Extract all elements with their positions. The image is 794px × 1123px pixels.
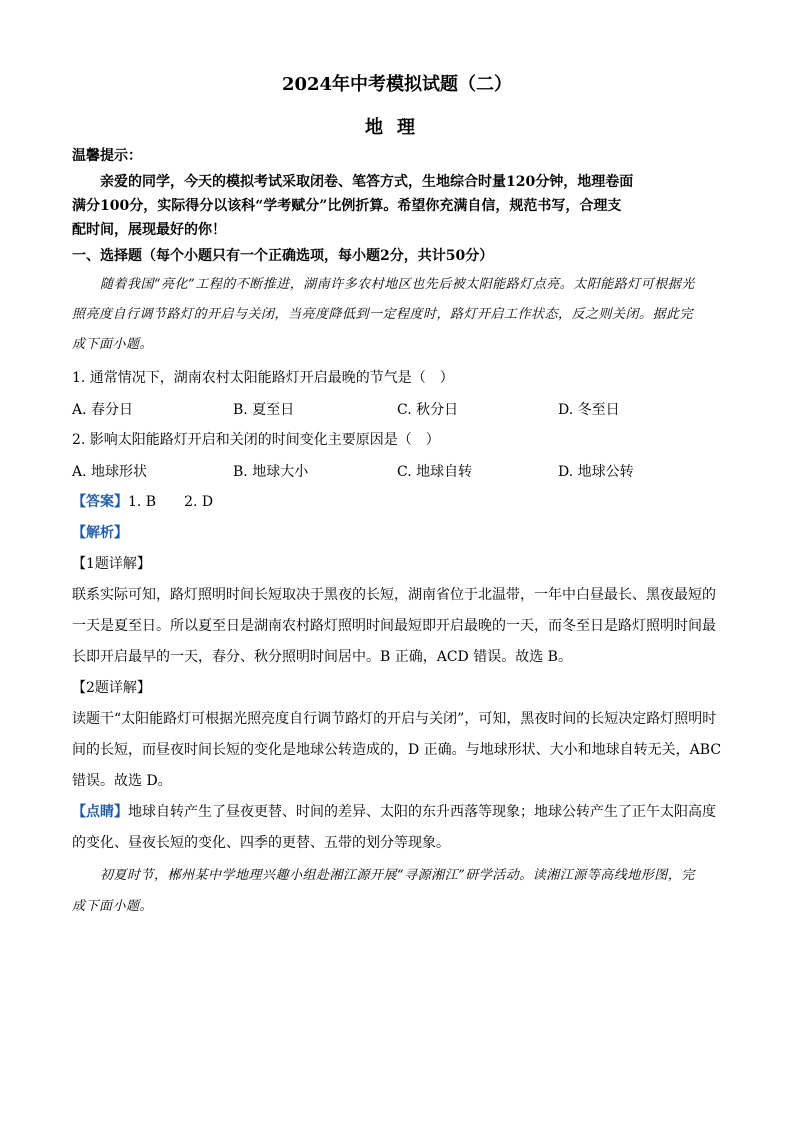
analysis-label: 【解析】 <box>72 525 128 541</box>
notice-line-2: 满分100分，实际得分以该科“学考赋分”比例折算。希望你充满自信，规范书写，合理支 <box>72 198 622 214</box>
q1-option-a: A. 春分日 <box>72 402 134 418</box>
q2-detail-line-2: 间的长短，而昼夜时间长短的变化是地球公转造成的，D 正确。与地球形状、大小和地球自转无关，ABC <box>72 742 722 758</box>
answer-text: 1. B 2. D <box>128 494 214 510</box>
question-2-stem: 2. 影响太阳能路灯开启和关闭的时间变化主要原因是（ ） <box>72 432 440 448</box>
q1-detail-line-1: 联系实际可知，路灯照明时间长短取决于黑夜的长短，湖南省位于北温带，一年中白昼最长、黑夜最短的 <box>72 587 716 603</box>
passage2-line-1: 初夏时节，郴州某中学地理兴趣小组赴湘江源开展“寻源湘江”研学活动。读湘江源等高线地形图，完 <box>100 868 695 883</box>
section-heading: 一、选择题（每个小题只有一个正确选项，每小题2分，共计50分） <box>72 248 494 264</box>
q2-option-d: D. 地球公转 <box>558 464 634 480</box>
passage2-line-2: 成下面小题。 <box>72 899 154 914</box>
notice-label: 温馨提示： <box>72 148 142 164</box>
notice-line-1: 亲爱的同学，今天的模拟考试采取闭卷、笔答方式，生地综合时量120分钟，地理卷面 <box>100 174 634 190</box>
q1-detail-label: 【1题详解】 <box>72 556 151 572</box>
q1-option-d: D. 冬至日 <box>558 402 620 418</box>
q2-detail-line-1: 读题干“太阳能路灯可根据光照亮度自行调节路灯的开启与关闭”，可知，黑夜时间的长短决定路灯照明时 <box>72 711 717 727</box>
notice-line-3: 配时间，展现最好的你！ <box>72 222 226 238</box>
tip-label: 【点睛】 <box>72 804 128 820</box>
q1-detail-line-2: 一天是夏至日。所以夏至日是湖南农村路灯照明时间最短即开启最晚的一天，而冬至日是路灯照明时间最 <box>72 618 716 634</box>
q2-detail-line-3: 错误。故选 D。 <box>72 773 172 789</box>
subject-title: 地理 <box>365 117 429 138</box>
q1-option-c: C. 秋分日 <box>397 402 459 418</box>
tip-line-2: 的变化、昼夜长短的变化、四季的更替、五带的划分等现象。 <box>72 835 450 851</box>
passage-line-2: 照亮度自行调节路灯的开启与关闭，当亮度降低到一定程度时，路灯开启工作状态，反之则关闭。据此完 <box>72 307 694 322</box>
q2-option-c: C. 地球自转 <box>397 464 473 480</box>
answer-row <box>72 492 724 512</box>
passage-line-1: 随着我国“亮化”工程的不断推进，湖南许多农村地区也先后被太阳能路灯点亮。太阳能路灯可根据光 <box>100 277 695 292</box>
q1-option-b: B. 夏至日 <box>233 402 295 418</box>
page-title: 2024年中考模拟试题（二） <box>281 74 513 95</box>
answer-label: 【答案】 <box>72 494 128 510</box>
q1-detail-line-3: 长即开启最早的一天，春分、秋分照明时间居中。B 正确，ACD 错误。故选 B。 <box>72 649 572 665</box>
tip-line-1: 地球自转产生了昼夜更替、时间的差异、太阳的东升西落等现象；地球公转产生了正午太阳高度 <box>128 804 716 820</box>
q2-option-a: A. 地球形状 <box>72 464 148 480</box>
passage-line-3: 成下面小题。 <box>72 337 154 352</box>
question-1-stem: 1. 通常情况下，湖南农村太阳能路灯开启最晚的节气是（ ） <box>72 370 454 386</box>
q2-option-b: B. 地球大小 <box>233 464 309 480</box>
q2-detail-label: 【2题详解】 <box>72 680 151 696</box>
tip-row <box>72 802 724 822</box>
